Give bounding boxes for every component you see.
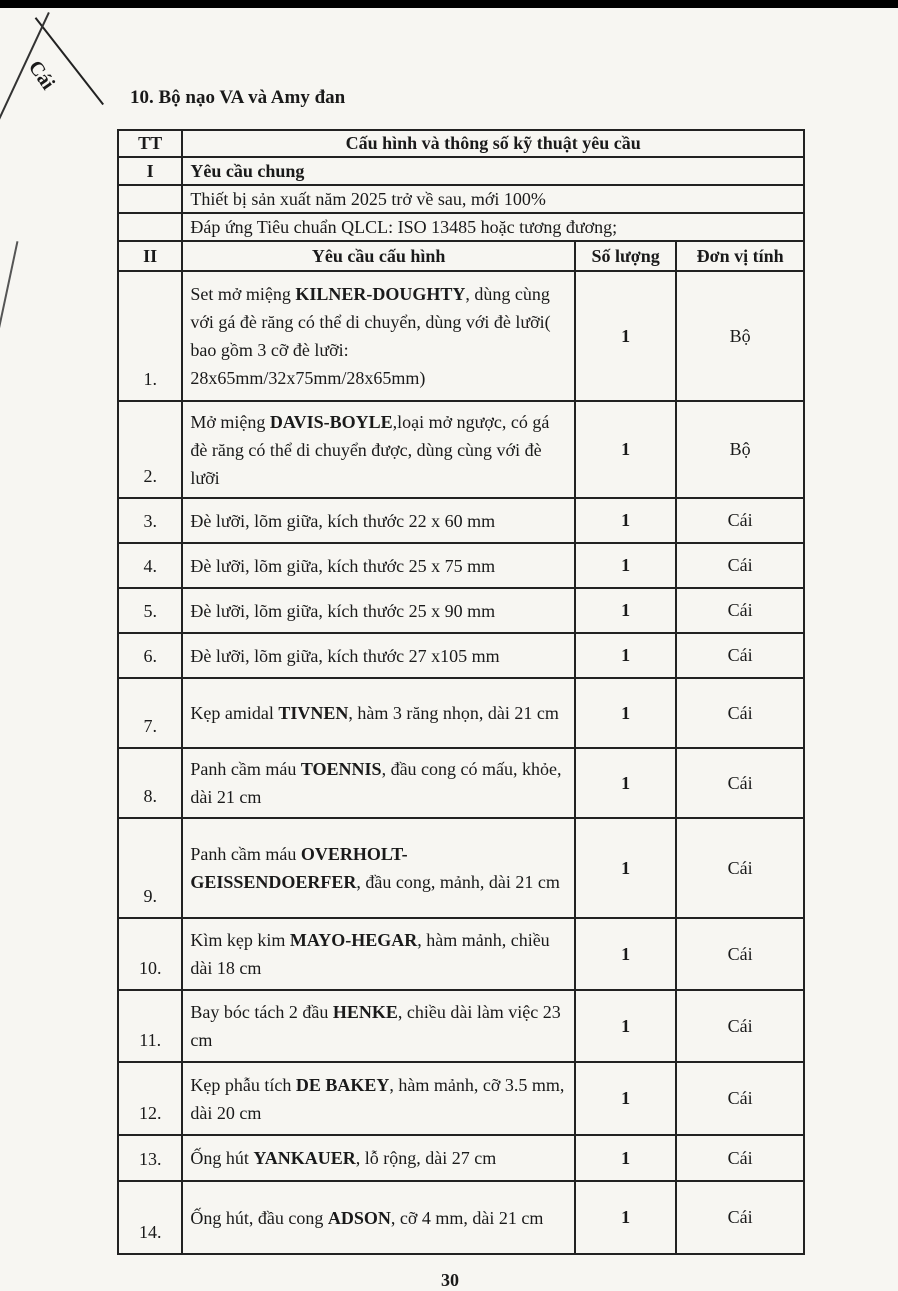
item-model-name: MAYO-HEGAR	[289, 930, 418, 950]
item-desc-text: , đầu cong, mảnh, dài 21 cm	[356, 872, 560, 892]
item-description	[182, 633, 575, 678]
item-desc-text: ,loại mở ngược, có gá đè răng có thể di chuyển được, dùng cùng với đè lưỡi	[190, 411, 550, 488]
item-number: 2.	[118, 401, 182, 498]
item-unit: Cái	[676, 748, 804, 818]
item-unit: Cái	[676, 918, 804, 990]
item-description	[182, 990, 575, 1062]
item-desc-text: , hàm mảnh, chiều dài 18 cm	[190, 930, 550, 978]
item-desc-text: Mở miệng	[190, 411, 270, 432]
item-desc-text: , lỗ rộng, dài 27 cm	[355, 1148, 497, 1168]
table-row	[118, 1181, 804, 1254]
item-desc-text: , hàm mảnh, cỡ 3.5 mm, dài 20 cm	[190, 1074, 565, 1123]
item-model-name: OVERHOLT-GEISSENDOERFER	[190, 844, 408, 892]
item-quantity: 1	[575, 748, 676, 818]
item-desc-text: Kìm kẹp kim	[190, 930, 290, 950]
section-general-row	[118, 157, 804, 185]
table-row	[118, 633, 804, 678]
item-desc-text: Đè lưỡi, lõm giữa, kích thước 25 x 75 mm	[190, 555, 496, 576]
section-title: 10. Bộ nạo VA và Amy đan	[130, 87, 346, 108]
table-row	[118, 1062, 804, 1135]
margin-pen-mark	[0, 241, 18, 359]
header-spec: Cấu hình và thông số kỹ thuật yêu cầu	[182, 130, 804, 157]
item-description	[182, 271, 575, 401]
item-number: 12.	[118, 1062, 182, 1135]
item-description	[182, 748, 575, 818]
item-unit: Cái	[676, 1181, 804, 1254]
page-number: 30	[441, 1270, 459, 1290]
item-quantity: 1	[575, 818, 676, 918]
general-line: Thiết bị sản xuất năm 2025 trở về sau, mới 100%	[182, 185, 804, 213]
item-desc-text: Kẹp phẫu tích	[190, 1074, 296, 1095]
item-unit: Cái	[676, 818, 804, 918]
table-row	[118, 588, 804, 633]
top-edge-bar	[0, 0, 898, 8]
config-header-row	[118, 241, 804, 271]
item-description	[182, 1135, 575, 1181]
table-row	[118, 918, 804, 990]
item-quantity: 1	[575, 990, 676, 1062]
table-row	[118, 818, 804, 918]
item-unit: Cái	[676, 588, 804, 633]
item-number: 3.	[118, 498, 182, 543]
item-quantity: 1	[575, 271, 676, 401]
item-quantity: 1	[575, 543, 676, 588]
item-desc-text: Kẹp amidal	[190, 703, 279, 723]
item-quantity: 1	[575, 1062, 676, 1135]
item-model-name: TOENNIS	[300, 759, 382, 779]
table-row	[118, 1135, 804, 1181]
header-row	[118, 130, 804, 157]
item-desc-text: Panh cầm máu	[190, 759, 301, 779]
item-model-name: KILNER-DOUGHTY	[295, 284, 466, 304]
item-model-name: DE BAKEY	[295, 1074, 390, 1095]
item-model-name: TIVNEN	[278, 703, 349, 723]
item-desc-text: Bay bóc tách 2 đầu	[190, 1002, 333, 1022]
item-unit: Cái	[676, 633, 804, 678]
item-number: 11.	[118, 990, 182, 1062]
item-model-name: DAVIS-BOYLE	[269, 411, 393, 432]
header-tt: TT	[118, 130, 182, 157]
item-desc-text: Đè lưỡi, lõm giữa, kích thước 25 x 90 mm	[190, 600, 496, 621]
item-desc-text: , đầu cong có mấu, khỏe, dài 21 cm	[190, 759, 562, 807]
item-number: 14.	[118, 1181, 182, 1254]
item-number: 1.	[118, 271, 182, 401]
section-general-tt: I	[118, 157, 182, 185]
table-row	[118, 271, 804, 401]
item-quantity: 1	[575, 1181, 676, 1254]
item-quantity: 1	[575, 918, 676, 990]
corner-handwritten-label: Cái	[23, 56, 60, 94]
item-description	[182, 918, 575, 990]
item-desc-text: Đè lưỡi, lõm giữa, kích thước 27 x105 mm	[190, 645, 500, 666]
item-number: 10.	[118, 918, 182, 990]
item-quantity: 1	[575, 1135, 676, 1181]
item-description	[182, 678, 575, 748]
item-desc-text: Set mở miệng	[190, 284, 296, 304]
item-number: 4.	[118, 543, 182, 588]
item-desc-text: , chiều dài làm việc 23 cm	[190, 1002, 561, 1050]
section-config-tt: II	[118, 241, 182, 271]
item-desc-text: Ống hút, đầu cong	[190, 1207, 328, 1228]
general-line-row	[118, 213, 804, 241]
table-row	[118, 401, 804, 498]
item-desc-text: , hàm 3 răng nhọn, dài 21 cm	[348, 703, 559, 723]
item-unit: Cái	[676, 1135, 804, 1181]
item-description	[182, 543, 575, 588]
item-model-name: YANKAUER	[253, 1148, 356, 1168]
item-description	[182, 1181, 575, 1254]
folded-corner	[0, 17, 104, 173]
item-model-name: ADSON	[327, 1207, 391, 1228]
item-quantity: 1	[575, 401, 676, 498]
item-description	[182, 588, 575, 633]
item-number: 5.	[118, 588, 182, 633]
item-unit: Cái	[676, 543, 804, 588]
item-desc-text: Ống hút	[190, 1148, 254, 1168]
header-qty: Số lượng	[575, 241, 676, 271]
item-description	[182, 498, 575, 543]
spec-table	[117, 129, 805, 1255]
item-unit: Cái	[676, 498, 804, 543]
general-line-row	[118, 185, 804, 213]
item-unit: Cái	[676, 1062, 804, 1135]
item-description	[182, 818, 575, 918]
header-unit: Đơn vị tính	[676, 241, 804, 271]
item-number: 7.	[118, 678, 182, 748]
item-quantity: 1	[575, 498, 676, 543]
item-number: 6.	[118, 633, 182, 678]
item-quantity: 1	[575, 678, 676, 748]
item-desc-text: Panh cầm máu	[190, 844, 301, 864]
item-description	[182, 401, 575, 498]
item-unit: Bộ	[676, 401, 804, 498]
item-unit: Bộ	[676, 271, 804, 401]
table-row	[118, 543, 804, 588]
item-model-name: HENKE	[332, 1002, 398, 1022]
section-general-title: Yêu cầu chung	[182, 157, 804, 185]
item-desc-text: , cỡ 4 mm, dài 21 cm	[390, 1207, 544, 1228]
item-desc-text: Đè lưỡi, lõm giữa, kích thước 22 x 60 mm	[190, 510, 496, 531]
item-quantity: 1	[575, 588, 676, 633]
item-number: 8.	[118, 748, 182, 818]
table-row	[118, 498, 804, 543]
item-unit: Cái	[676, 678, 804, 748]
item-desc-text: , dùng cùng với gá đè răng có thể di chuyển, dùng với đè lưỡi( bao gồm 3 cỡ đè lưỡi: 28x65mm/32x75mm/28x65mm)	[190, 284, 551, 388]
item-description	[182, 1062, 575, 1135]
item-number: 13.	[118, 1135, 182, 1181]
item-quantity: 1	[575, 633, 676, 678]
item-number: 9.	[118, 818, 182, 918]
table-row	[118, 990, 804, 1062]
item-unit: Cái	[676, 990, 804, 1062]
table-row	[118, 748, 804, 818]
general-line: Đáp ứng Tiêu chuẩn QLCL: ISO 13485 hoặc tương đương;	[182, 213, 804, 241]
header-config: Yêu cầu cấu hình	[182, 241, 575, 271]
table-row	[118, 678, 804, 748]
